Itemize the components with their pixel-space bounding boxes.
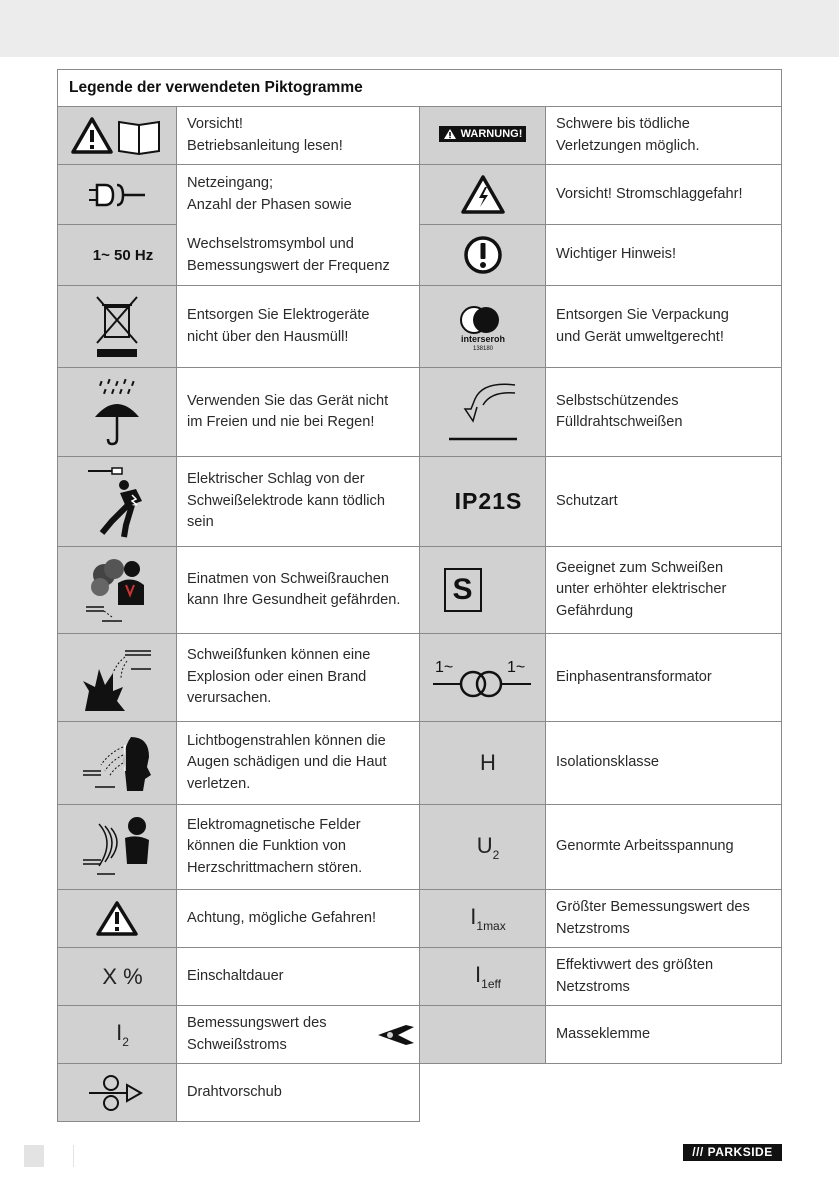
- legend-text: Geeignet zum Schweißen unter erhöhter elektrischer Gefährdung: [546, 547, 782, 634]
- single-phase-transformer-icon: [431, 658, 535, 698]
- legend-text: Elektromagnetische Felder können die Funktion von Herzschrittmachern stören.: [177, 805, 420, 890]
- duty-cycle-symbol: X %: [58, 948, 177, 1006]
- legend-text: Größter Bemessungswert des Netzstroms: [546, 890, 782, 948]
- icon-cell: [58, 805, 177, 890]
- icon-cell: [58, 1064, 177, 1122]
- frequency-symbol: 1~ 50 Hz: [58, 225, 177, 286]
- s-symbol-text: S: [452, 573, 473, 606]
- icon-cell: [420, 1006, 546, 1064]
- symbol-letter: I: [470, 904, 477, 929]
- legend-text: Lichtbogenstrahlen können die Augen schädigen und die Haut verletzen.: [177, 722, 420, 805]
- max-current-symbol: [420, 890, 546, 948]
- working-voltage-symbol: [420, 805, 546, 890]
- effective-current-symbol: [420, 948, 546, 1006]
- electric-shock-warning-icon: [460, 174, 506, 216]
- s-symbol-box: [444, 568, 482, 612]
- welding-current-symbol: [58, 1006, 177, 1064]
- page-number-box: [24, 1145, 44, 1167]
- insulation-class-symbol: H: [420, 722, 546, 805]
- warnung-label: WARNUNG!: [460, 128, 523, 140]
- pictogram-legend-table: [57, 69, 782, 1122]
- legend-text: Masseklemme: [546, 1006, 782, 1064]
- legend-text: Entsorgen Sie Verpackung und Gerät umweltgerecht!: [546, 286, 782, 368]
- icon-cell: [58, 634, 177, 722]
- icon-cell: [420, 107, 546, 165]
- symbol-subscript: 2: [492, 847, 500, 862]
- icon-cell: [58, 457, 177, 547]
- sparks-explosion-icon: [79, 643, 155, 713]
- flux-cored-welding-icon: [443, 377, 523, 447]
- page-divider: [73, 1145, 74, 1167]
- ip-rating-symbol: IP21S: [420, 457, 546, 547]
- warning-manual-icon: [71, 116, 163, 156]
- icon-cell: [58, 890, 177, 948]
- ground-clamp-icon: [376, 1022, 416, 1048]
- icon-cell: [58, 165, 177, 225]
- interseroh-text: interseroh: [460, 333, 505, 344]
- icon-cell: [58, 547, 177, 634]
- interseroh-number: 138180: [472, 345, 493, 352]
- icon-cell: [58, 368, 177, 457]
- transformer-right-label: 1~: [506, 658, 525, 676]
- legend-text: Entsorgen Sie Elektrogeräte nicht über den Hausmüll!: [177, 286, 420, 368]
- legend-text: Vorsicht! Betriebsanleitung lesen!: [177, 107, 420, 165]
- electromagnetic-field-icon: [81, 814, 153, 880]
- legend-text: Wichtiger Hinweis!: [546, 225, 782, 286]
- legend-text: [177, 165, 420, 286]
- electrode-shock-icon: [82, 465, 152, 539]
- legend-text: Schwere bis tödliche Verletzungen möglich.: [546, 107, 782, 165]
- legend-text: Selbstschützendes Fülldrahtschweißen: [546, 368, 782, 457]
- legend-text: Effektivwert des größten Netzstroms: [546, 948, 782, 1006]
- icon-cell: [420, 165, 546, 225]
- warning-small-icon: [443, 128, 457, 140]
- mains-plug-icon: [87, 182, 147, 208]
- warning-triangle-icon: [95, 900, 139, 938]
- welding-fumes-icon: [82, 555, 152, 625]
- icon-cell: [58, 107, 177, 165]
- legend-text: Bemessungswert des Schweißstroms: [177, 1006, 420, 1064]
- arc-radiation-icon: [79, 731, 155, 795]
- legend-text-line: Netzeingang; Anzahl der Phasen sowie: [187, 175, 352, 213]
- symbol-letter: I: [116, 1020, 123, 1045]
- symbol-subscript: 1eff: [481, 977, 501, 991]
- symbol-subscript: 1max: [476, 919, 506, 933]
- interseroh-logo: [448, 302, 518, 352]
- parkside-logo: /// PARKSIDE: [683, 1144, 782, 1161]
- legend-text: Drahtvorschub: [177, 1064, 420, 1122]
- legend-text: Achtung, mögliche Gefahren!: [177, 890, 420, 948]
- icon-cell: [420, 286, 546, 368]
- crossed-bin-icon: [94, 295, 140, 359]
- warnung-badge: [439, 126, 527, 142]
- legend-text: Einatmen von Schweißrauchen kann Ihre Gesundheit gefährden.: [177, 547, 420, 634]
- icon-cell: [420, 225, 546, 286]
- icon-cell: [420, 368, 546, 457]
- symbol-letter: I: [475, 962, 482, 987]
- legend-text: Verwenden Sie das Gerät nicht im Freien und nie bei Regen!: [177, 368, 420, 457]
- legend-text: Einphasentransformator: [546, 634, 782, 722]
- legend-text: Vorsicht! Stromschlaggefahr!: [546, 165, 782, 225]
- legend-text: Isolationsklasse: [546, 722, 782, 805]
- top-bar: [0, 0, 839, 57]
- legend-text: Schweißfunken können eine Explosion oder einen Brand verursachen.: [177, 634, 420, 722]
- icon-cell: [58, 286, 177, 368]
- symbol-subscript: 2: [122, 1035, 129, 1049]
- legend-title: Legende der verwendeten Piktogramme: [58, 70, 782, 107]
- legend-text: Schutzart: [546, 457, 782, 547]
- legend-text: Elektrischer Schlag von der Schweißelektrode kann tödlich sein: [177, 457, 420, 547]
- legend-text-line: Wechselstromsymbol und Bemessungswert der Frequenz: [187, 236, 390, 274]
- symbol-letter: U: [476, 832, 493, 858]
- legend-text: Genormte Arbeitsspannung: [546, 805, 782, 890]
- transformer-left-label: 1~: [434, 658, 453, 676]
- icon-cell: [420, 547, 546, 634]
- legend-text: Einschaltdauer: [177, 948, 420, 1006]
- icon-cell: [420, 634, 546, 722]
- exclamation-circle-icon: [463, 235, 503, 275]
- wire-feed-icon: [87, 1073, 147, 1113]
- icon-cell: [58, 722, 177, 805]
- rain-umbrella-icon: [92, 377, 142, 447]
